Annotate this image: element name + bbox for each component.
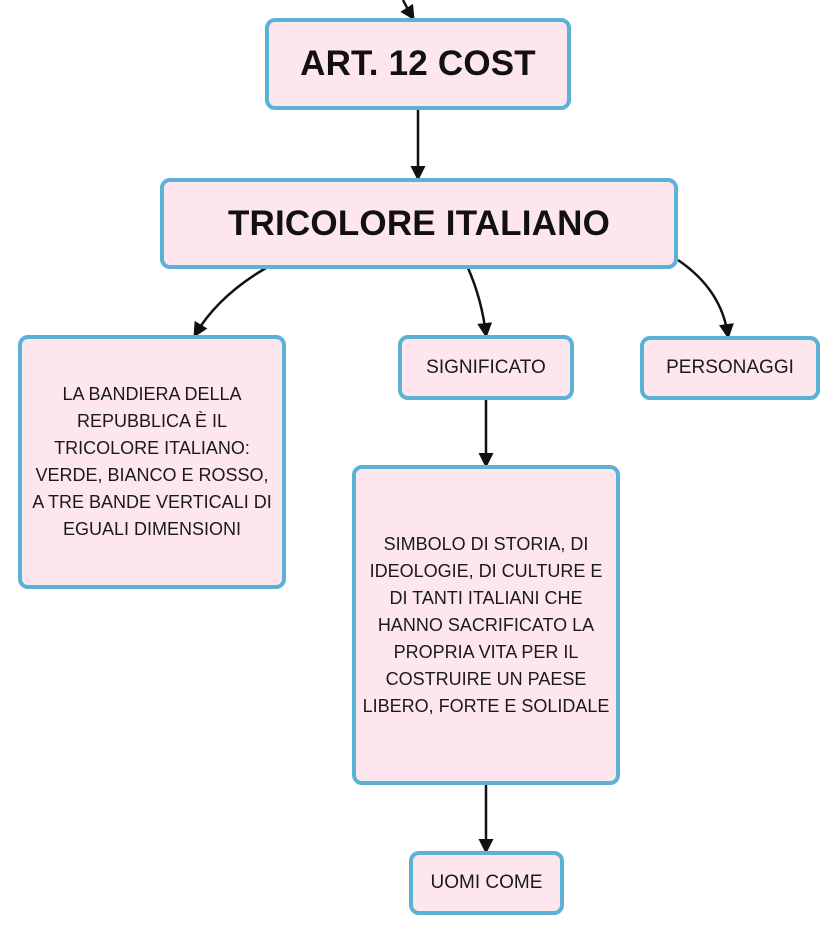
edge-tricolore-to-bandiera (195, 268, 266, 335)
node-significato-label: SIGNIFICATO (426, 356, 546, 378)
node-uomi-come[interactable] (409, 851, 564, 915)
node-simbolo[interactable] (352, 465, 620, 785)
edge-tricolore-to-personaggi (678, 260, 728, 336)
edge-tricolore-to-significato (468, 268, 486, 335)
node-simbolo-text: SIMBOLO DI STORIA, DI IDEOLOGIE, DI CULTURE E DI TANTI ITALIANI CHE HANNO SACRIFICATO LA PROPRIA VITA PER IL COSTRUIRE UN PAESE LIBERO, FORTE E SOLIDALE (362, 533, 610, 716)
edge-top-to-art (403, 0, 413, 18)
node-uomi-come-label: UOMI COME (430, 872, 543, 893)
node-tricolore-italiano-label: TRICOLORE ITALIANO (227, 203, 611, 243)
node-bandiera[interactable] (18, 335, 286, 589)
node-art-12-cost-label: ART. 12 COST (300, 44, 536, 83)
node-bandiera-text: LA BANDIERA DELLA REPUBBLICA È IL TRICOLORE ITALIANO: VERDE, BIANCO E ROSSO, A TRE BANDE VERTICALI DI EGUALI DIMENSIONI (32, 384, 272, 539)
node-significato[interactable] (398, 335, 574, 400)
node-personaggi-label: PERSONAGGI (666, 357, 794, 378)
node-tricolore-italiano[interactable] (160, 178, 678, 269)
node-art-12-cost[interactable] (265, 18, 571, 110)
node-personaggi[interactable] (640, 336, 820, 400)
